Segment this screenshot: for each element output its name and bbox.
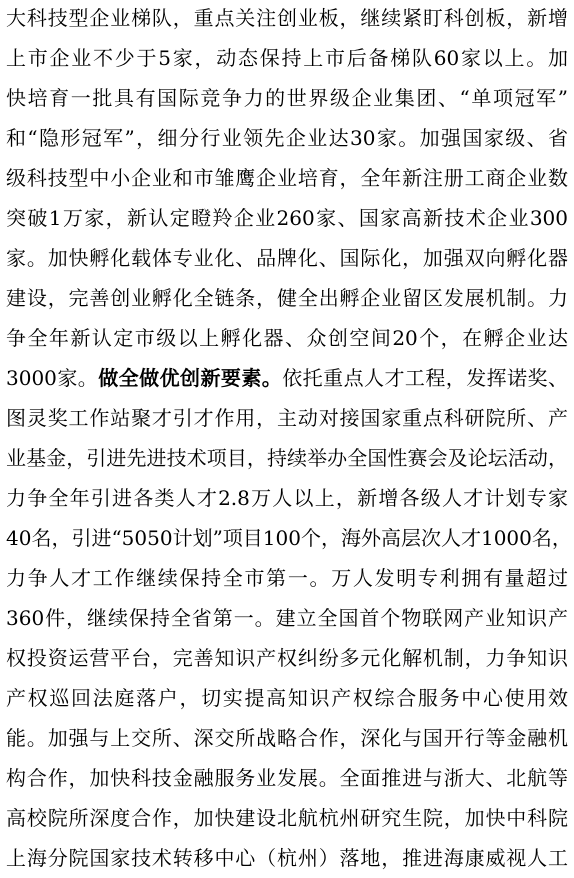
text-line: 力争人才工作继续保持全市第一。万人发明专利拥有量超过 [6,566,568,590]
text-line: 图灵奖工作站聚才引才作用，主动对接国家重点科研院所、产 [6,406,568,430]
text-line: 360件，继续保持全省第一。建立全国首个物联网产业知识产 [6,606,568,630]
text-line: 快培育一批具有国际竞争力的世界级企业集团、“单项冠军” [6,86,568,110]
inline-heading: 做全做优创新要素。 [98,366,283,390]
text-line: 能。加强与上交所、深交所战略合作，深化与国开行等金融机 [6,726,568,750]
text-line: 产权巡回法庭落户，切实提高知识产权综合服务中心使用效 [6,686,568,710]
text-segment: 依托重点人才工程，发挥诺奖、 [282,366,569,390]
text-line-with-heading [6,358,568,398]
text-line: 级科技型中小企业和市雏鹰企业培育，全年新注册工商企业数 [6,166,568,190]
text-line: 构合作，加快科技金融服务业发展。全面推进与浙大、北航等 [6,766,568,790]
text-line: 和“隐形冠军”，细分行业领先企业达30家。加强国家级、省 [6,126,568,150]
text-line: 40名，引进“5050计划”项目100个，海外高层次人才1000名， [6,526,572,550]
text-segment: 3000家。 [6,366,99,390]
text-line: 建设，完善创业孵化全链条，健全出孵企业留区发展机制。力 [6,286,568,310]
text-line: 权投资运营平台，完善知识产权纠纷多元化解机制，力争知识 [6,646,568,670]
text-line: 业基金，引进先进技术项目，持续举办全国性赛会及论坛活动， [6,446,568,470]
text-line: 争全年新认定市级以上孵化器、众创空间20个，在孵企业达 [6,326,568,350]
text-line: 高校院所深度合作，加快建设北航杭州研究生院，加快中科院 [6,806,568,830]
text-line: 大科技型企业梯队，重点关注创业板，继续紧盯科创板，新增 [6,6,568,30]
text-line: 力争全年引进各类人才2.8万人以上，新增各级人才计划专家 [6,486,568,510]
text-line: 上海分院国家技术转移中心（杭州）落地，推进海康威视人工 [6,846,568,870]
text-line: 突破1万家，新认定瞪羚企业260家、国家高新技术企业300 [6,206,568,230]
text-line: 家。加快孵化载体专业化、品牌化、国际化，加强双向孵化器 [6,246,568,270]
text-line: 上市企业不少于5家，动态保持上市后备梯队60家以上。加 [6,46,568,70]
